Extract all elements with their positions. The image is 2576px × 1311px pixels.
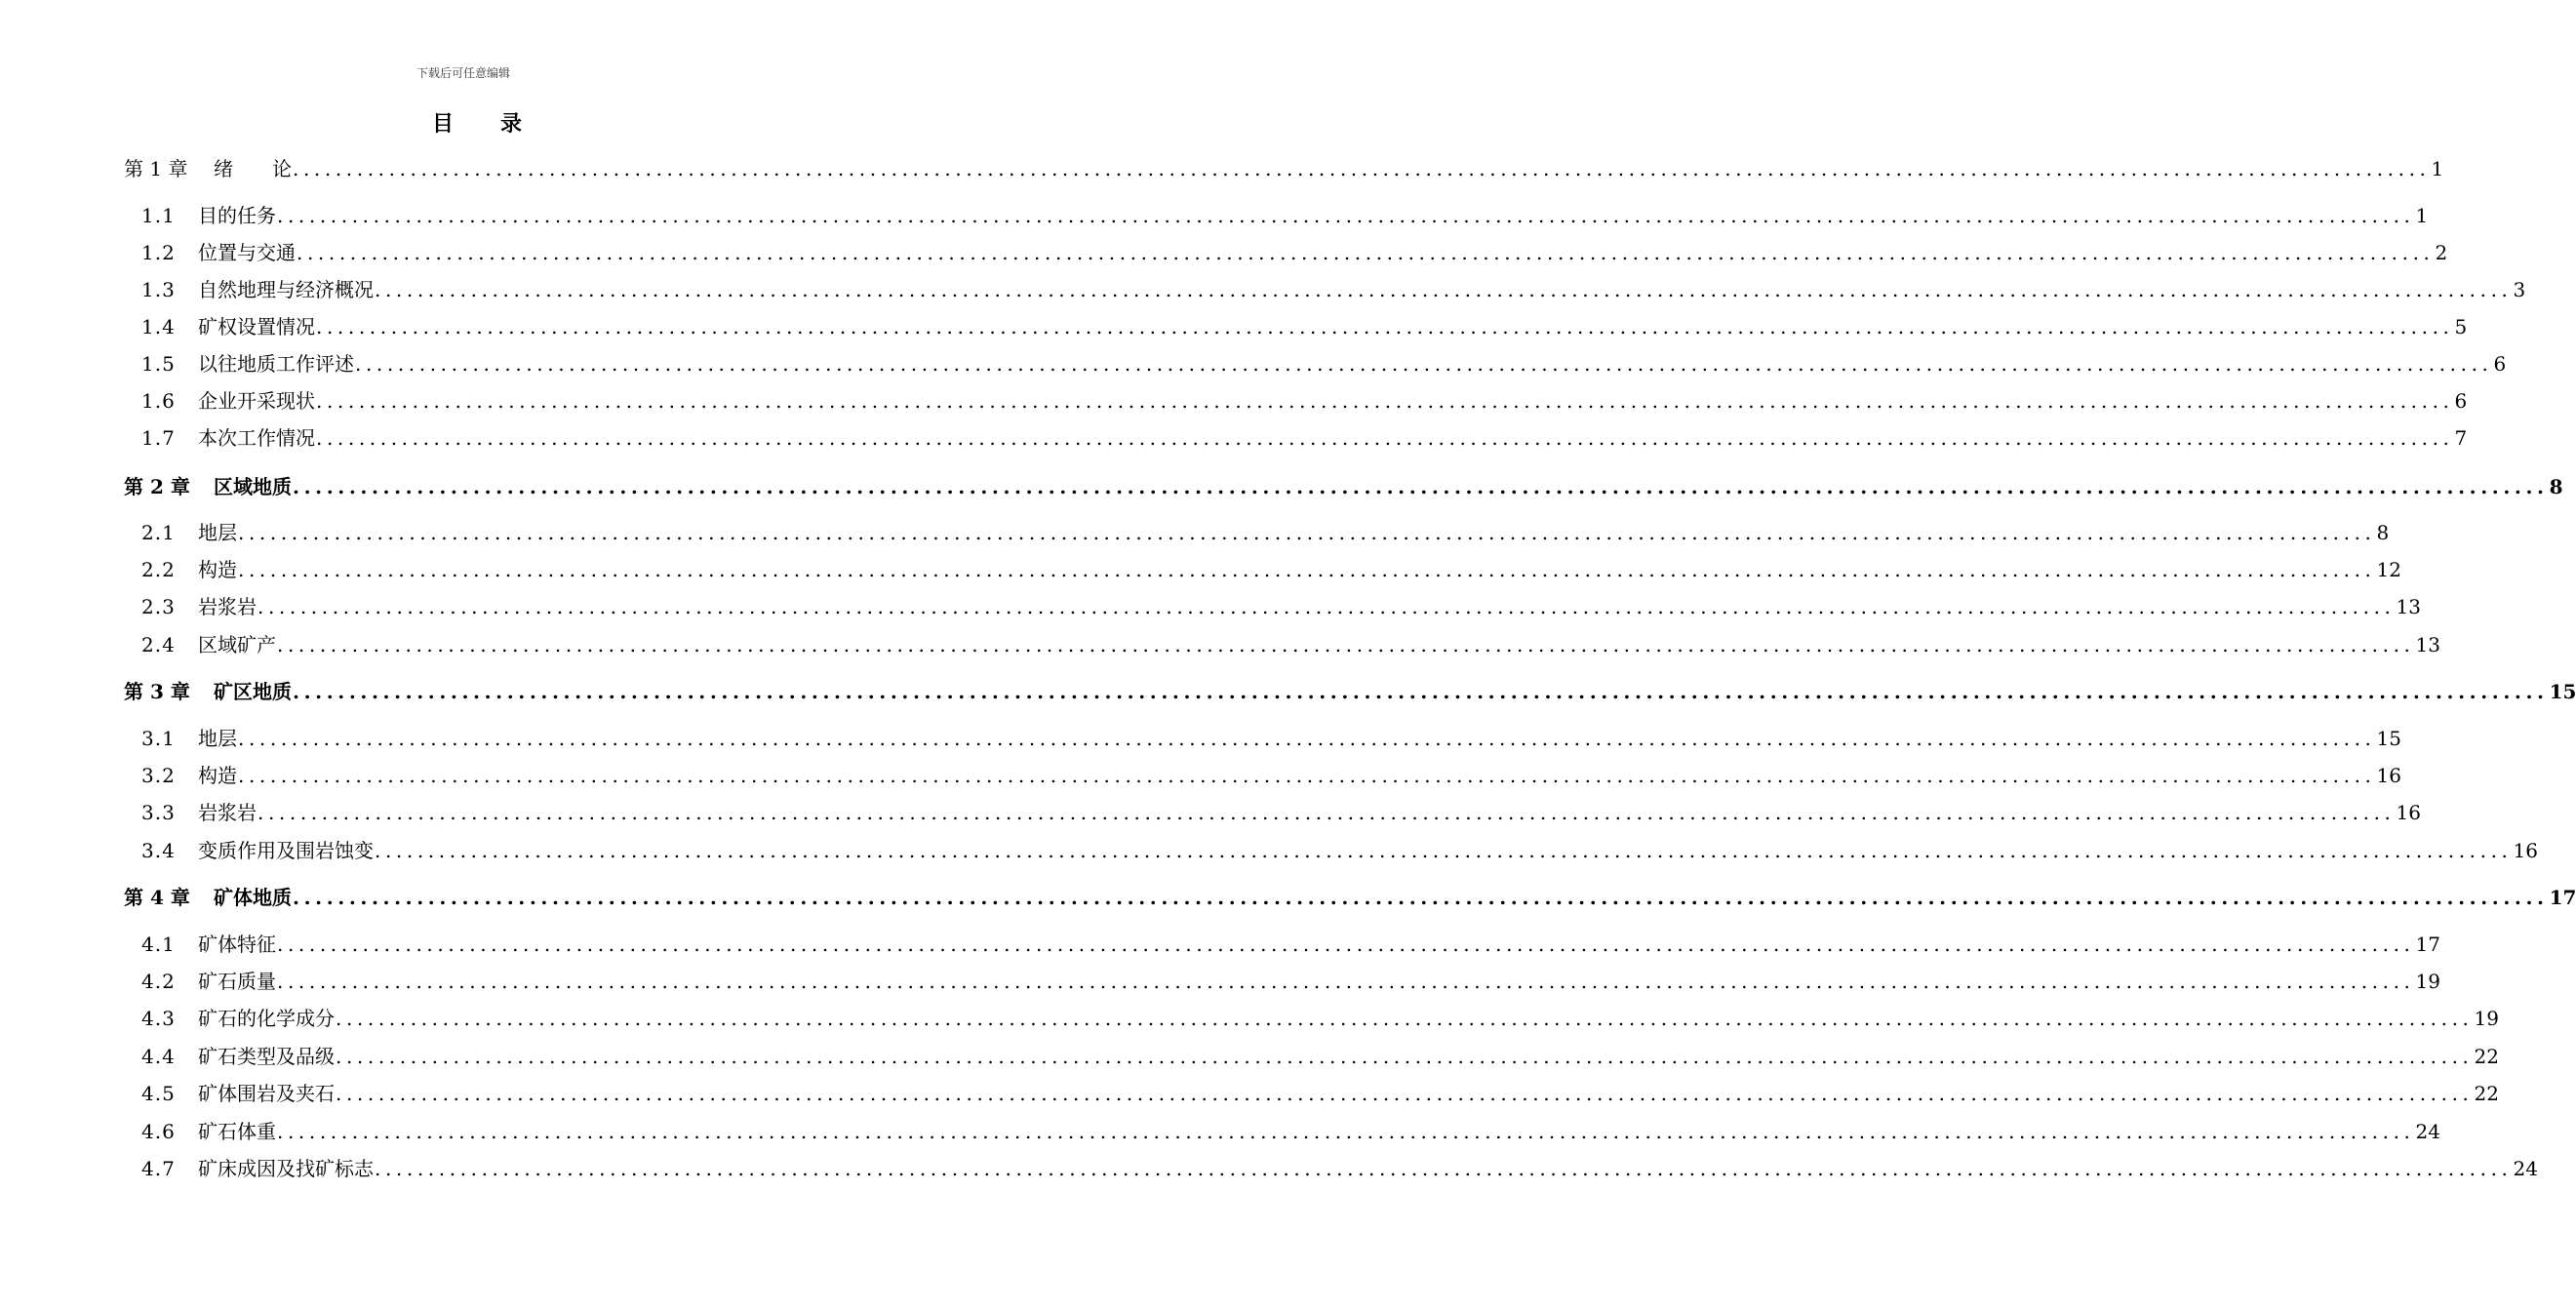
- toc-number: 2.3: [141, 595, 176, 618]
- toc-number: 4.6: [141, 1120, 176, 1143]
- leader-dots: ........................................................................................................................................................................................................: [277, 204, 2415, 227]
- page-number: 17: [2415, 933, 2440, 956]
- page-number: 3: [2513, 278, 2526, 301]
- page-number: 19: [2415, 970, 2440, 993]
- toc-number: 第 2 章: [124, 475, 190, 498]
- toc-number: 3.1: [141, 727, 176, 750]
- page-number: 1: [2431, 157, 2444, 180]
- page-number: 15: [2549, 680, 2576, 703]
- leader-dots: ........................................................................................................................................................................................................: [336, 1082, 2474, 1105]
- page-number: 8: [2376, 521, 2390, 544]
- page-number: 16: [2396, 801, 2421, 824]
- toc-number: 4.7: [141, 1157, 176, 1180]
- page-number: 15: [2376, 727, 2401, 750]
- leader-dots: ........................................................................................................................................................................................................: [336, 1007, 2474, 1030]
- leader-dots: ........................................................................................................................................................................................................: [277, 970, 2415, 993]
- toc-number: 2.1: [141, 521, 176, 544]
- toc-section-4-4[interactable]: [141, 1041, 2499, 1070]
- toc-title-text: 企业开采现状: [198, 389, 315, 413]
- toc-section-1-7[interactable]: [141, 422, 2468, 452]
- leader-dots: ........................................................................................................................................................................................................: [293, 475, 2549, 498]
- toc-title-text: 区域地质: [214, 475, 292, 498]
- leader-dots: ........................................................................................................................................................................................................: [238, 764, 2376, 787]
- toc-title-text: 本次工作情况: [198, 426, 315, 450]
- toc-title-text: 矿区地质: [214, 680, 292, 703]
- toc-number: 4.5: [141, 1082, 176, 1105]
- toc-title-text: 矿石体重: [198, 1120, 276, 1143]
- toc-section-1-4[interactable]: [141, 311, 2468, 340]
- toc-section-2-2[interactable]: [141, 554, 2401, 583]
- toc-number: 3.4: [141, 839, 176, 862]
- leader-dots: ........................................................................................................................................................................................................: [238, 558, 2376, 581]
- toc-section-3-2[interactable]: [141, 760, 2401, 789]
- toc-number: 1.1: [141, 204, 176, 227]
- leader-dots: ........................................................................................................................................................................................................: [277, 1120, 2415, 1143]
- page-number: 13: [2396, 595, 2421, 618]
- page-number: 13: [2415, 633, 2440, 656]
- toc-section-3-4[interactable]: [141, 835, 2538, 864]
- toc-title-text: 岩浆岩: [198, 801, 257, 824]
- page-number: 16: [2376, 764, 2401, 787]
- toc-title-text: 岩浆岩: [198, 595, 257, 618]
- toc-title-text: 地层: [198, 521, 237, 544]
- toc-title-left: 目: [431, 111, 456, 137]
- toc-number: 第 3 章: [124, 680, 190, 703]
- leader-dots: ........................................................................................................................................................................................................: [375, 278, 2513, 301]
- page-number: 1: [2415, 204, 2429, 227]
- page-number: 2: [2435, 241, 2448, 264]
- toc-section-1-5[interactable]: [141, 348, 2507, 377]
- toc-title-text: 矿体围岩及夹石: [198, 1082, 335, 1105]
- toc-title: [0, 107, 956, 138]
- leader-dots: ........................................................................................................................................................................................................: [293, 680, 2549, 703]
- page-number: 6: [2454, 389, 2468, 413]
- leader-dots: ........................................................................................................................................................................................................: [277, 933, 2415, 956]
- toc-title-text: 构造: [198, 558, 237, 581]
- toc-number: 1.7: [141, 426, 176, 450]
- toc-title-text: 矿石类型及品级: [198, 1045, 335, 1068]
- toc-title-text: 矿权设置情况: [198, 315, 315, 338]
- toc-section-4-7[interactable]: [141, 1153, 2538, 1182]
- toc-section-4-5[interactable]: [141, 1078, 2499, 1107]
- page-number: 7: [2454, 426, 2468, 450]
- toc-chapter-1[interactable]: [124, 153, 2444, 182]
- toc-number: 2.2: [141, 558, 176, 581]
- page-number: 24: [2513, 1157, 2538, 1180]
- toc-title-text: 矿床成因及找矿标志: [198, 1157, 374, 1180]
- toc-number: 1.2: [141, 241, 176, 264]
- toc-number: 1.3: [141, 278, 176, 301]
- page-number: 24: [2415, 1120, 2440, 1143]
- toc-section-1-6[interactable]: [141, 385, 2468, 415]
- toc-number: 1.6: [141, 389, 176, 413]
- toc-section-1-3[interactable]: [141, 274, 2526, 303]
- toc-number: 4.3: [141, 1007, 176, 1030]
- page-number: 19: [2474, 1007, 2499, 1030]
- page-number: 12: [2376, 558, 2401, 581]
- toc-title-text: 地层: [198, 727, 237, 750]
- leader-dots: ........................................................................................................................................................................................................: [355, 352, 2493, 376]
- toc-number: 第 4 章: [124, 886, 190, 909]
- toc-section-4-2[interactable]: [141, 966, 2440, 995]
- leader-dots: ........................................................................................................................................................................................................: [336, 1045, 2474, 1068]
- toc-chapter-2[interactable]: [124, 471, 2563, 500]
- header-note: 下载后可任意编辑: [416, 66, 510, 80]
- leader-dots: ........................................................................................................................................................................................................: [297, 241, 2435, 264]
- toc-title-text: 矿石的化学成分: [198, 1007, 335, 1030]
- toc-section-1-2[interactable]: [141, 237, 2448, 266]
- toc-section-4-3[interactable]: [141, 1003, 2499, 1032]
- toc-chapter-3[interactable]: [124, 676, 2576, 705]
- page-number: 16: [2513, 839, 2538, 862]
- leader-dots: ........................................................................................................................................................................................................: [258, 595, 2396, 618]
- leader-dots: ........................................................................................................................................................................................................: [316, 426, 2454, 450]
- page-number: 22: [2474, 1045, 2499, 1068]
- toc-number: 2.4: [141, 633, 176, 656]
- toc-title-right: 录: [500, 111, 525, 137]
- page-number: 8: [2549, 475, 2563, 498]
- toc-number: 3.3: [141, 801, 176, 824]
- toc-title-text: 区域矿产: [198, 633, 276, 656]
- toc-section-3-1[interactable]: [141, 723, 2401, 752]
- toc-title-text: 以往地质工作评述: [198, 352, 354, 376]
- page-number: 6: [2493, 352, 2507, 376]
- toc-section-2-3[interactable]: [141, 591, 2421, 620]
- leader-dots: ........................................................................................................................................................................................................: [316, 389, 2454, 413]
- leader-dots: ........................................................................................................................................................................................................: [293, 157, 2431, 180]
- leader-dots: ........................................................................................................................................................................................................: [238, 727, 2376, 750]
- leader-dots: ........................................................................................................................................................................................................: [238, 521, 2376, 544]
- toc-section-2-1[interactable]: [141, 517, 2390, 546]
- toc-title-text: 自然地理与经济概况: [198, 278, 374, 301]
- toc-number: 1.5: [141, 352, 176, 376]
- toc-title-text: 目的任务: [198, 204, 276, 227]
- toc-title-text: 变质作用及围岩蚀变: [198, 839, 374, 862]
- toc-section-2-4[interactable]: [141, 629, 2440, 658]
- toc-section-3-3[interactable]: [141, 797, 2421, 826]
- leader-dots: ........................................................................................................................................................................................................: [293, 886, 2549, 909]
- toc-number: 4.4: [141, 1045, 176, 1068]
- page-number: 5: [2454, 315, 2468, 338]
- leader-dots: ........................................................................................................................................................................................................: [316, 315, 2454, 338]
- page-number: 22: [2474, 1082, 2499, 1105]
- leader-dots: ........................................................................................................................................................................................................: [277, 633, 2415, 656]
- toc-title-text: 矿石质量: [198, 970, 276, 993]
- toc-number: 第 1 章: [124, 157, 188, 180]
- toc-title-text: 绪 论: [214, 157, 292, 180]
- leader-dots: ........................................................................................................................................................................................................: [375, 1157, 2513, 1180]
- toc-section-4-1[interactable]: [141, 929, 2440, 958]
- toc-section-4-6[interactable]: [141, 1116, 2440, 1145]
- toc-title-text: 矿体地质: [214, 886, 292, 909]
- toc-title-text: 位置与交通: [198, 241, 296, 264]
- toc-title-text: 矿体特征: [198, 933, 276, 956]
- toc-chapter-4[interactable]: [124, 882, 2576, 911]
- leader-dots: ........................................................................................................................................................................................................: [375, 839, 2513, 862]
- toc-number: 3.2: [141, 764, 176, 787]
- toc-number: 4.1: [141, 933, 176, 956]
- page-number: 17: [2549, 886, 2576, 909]
- toc-section-1-1[interactable]: [141, 200, 2429, 229]
- toc-number: 4.2: [141, 970, 176, 993]
- leader-dots: ........................................................................................................................................................................................................: [258, 801, 2396, 824]
- toc-number: 1.4: [141, 315, 176, 338]
- toc-title-text: 构造: [198, 764, 237, 787]
